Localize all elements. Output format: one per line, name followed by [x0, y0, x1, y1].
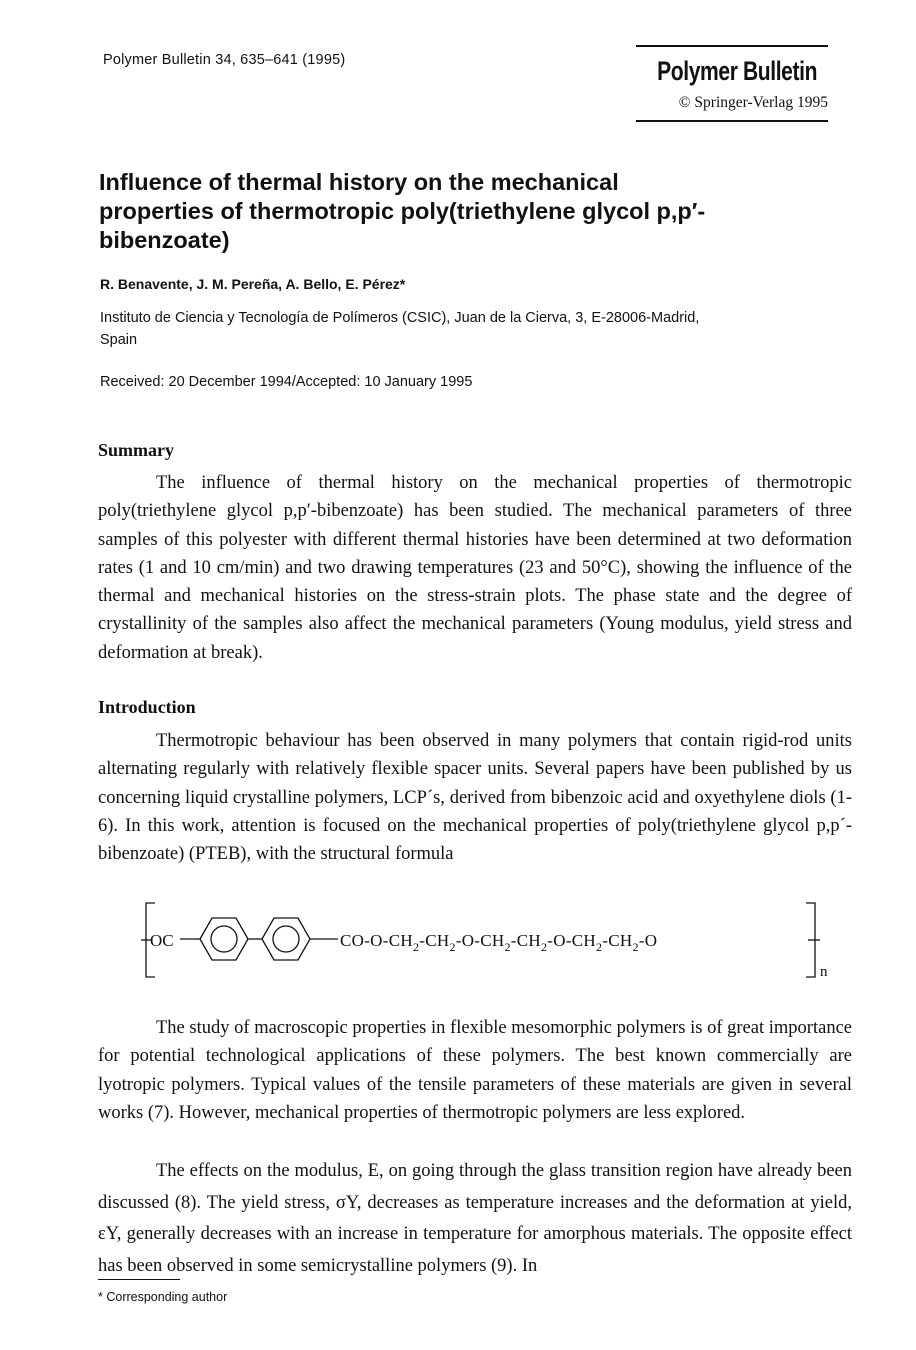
left-group-label: OC	[150, 931, 174, 950]
journal-name: Polymer Bulletin	[657, 56, 818, 86]
structural-formula	[0, 890, 916, 990]
received-date: Received: 20 December 1994/Accepted: 10 January 1995	[100, 374, 473, 390]
copyright: © Springer-Verlag 1995	[678, 94, 828, 111]
footnote-rule	[98, 1279, 180, 1280]
chain-label: $CO-O-CH_2-CH_2-O-CH_2-CH_2-O-CH_2-CH_2-O$	[340, 931, 658, 954]
introduction-heading: Introduction	[98, 697, 196, 717]
authors: R. Benavente, J. M. Pereña, A. Bello, E. Pérez*	[100, 276, 406, 292]
journal-masthead	[636, 45, 828, 122]
introduction-paragraph-2: The study of macroscopic properties in flexible mesomorphic polymers is of great importance for potential technological applications of these polymers. The best known commercially are lyotropic polymers. Typical values of the tensile parameters of these materials are given in several works (7). However, mechanical properties of thermotropic polymers are less explored.	[98, 1018, 852, 1123]
journal-reference: Polymer Bulletin 34, 635–641 (1995)	[103, 52, 346, 68]
benzene-ring-1	[200, 918, 248, 960]
summary-heading: Summary	[98, 440, 174, 460]
benzene-ring-2	[262, 918, 310, 960]
introduction-paragraph-1: Thermotropic behaviour has been observed in many polymers that contain rigid-rod units alternating regularly with relatively flexible spacer units. Several papers have been published by us concerning liquid crystalline polymers, LCP´s, derived from bibenzoic acid and oxyethylene diols (1-6). In this work, attention is focused on the mechanical properties of poly(triethylene glycol p,p´-bibenzoate) (PTEB), with the structural formula	[98, 731, 852, 865]
repeat-subscript: n	[820, 964, 828, 980]
affiliation: Instituto de Ciencia y Tecnología de Polímeros (CSIC), Juan de la Cierva, 3, E-28006-Madrid, Spain	[100, 310, 700, 348]
introduction-paragraph-3: The effects on the modulus, E, on going through the glass transition region have already been discussed (8). The yield stress, σY, decreases as temperature increases and the deformation at yield, εY, generally decreases with an increase in temperature for amorphous materials. The opposite effect has been observed in some semicrystalline polymers (9). In	[98, 1161, 852, 1276]
article-title: Influence of thermal history on the mechanical properties of thermotropic poly(triethylene glycol p,p′-bibenzoate)	[99, 169, 706, 253]
summary-paragraph: The influence of thermal history on the mechanical properties of thermotropic poly(triethylene glycol p,p′-bibenzoate) has been studied. The mechanical parameters of three samples of this polyester with different thermal histories have been determined at two deformation rates (1 and 10 cm/min) and two drawing temperatures (23 and 50°C), showing the influence of the thermal and mechanical histories on the stress-strain plots. The phase state and the degree of crystallinity of the samples also affect the mechanical parameters (Young modulus, yield stress and deformation at break).	[98, 473, 852, 663]
footnote: * Corresponding author	[98, 1290, 228, 1304]
masthead-top-rule	[636, 45, 828, 47]
masthead-bottom-rule	[636, 120, 828, 122]
